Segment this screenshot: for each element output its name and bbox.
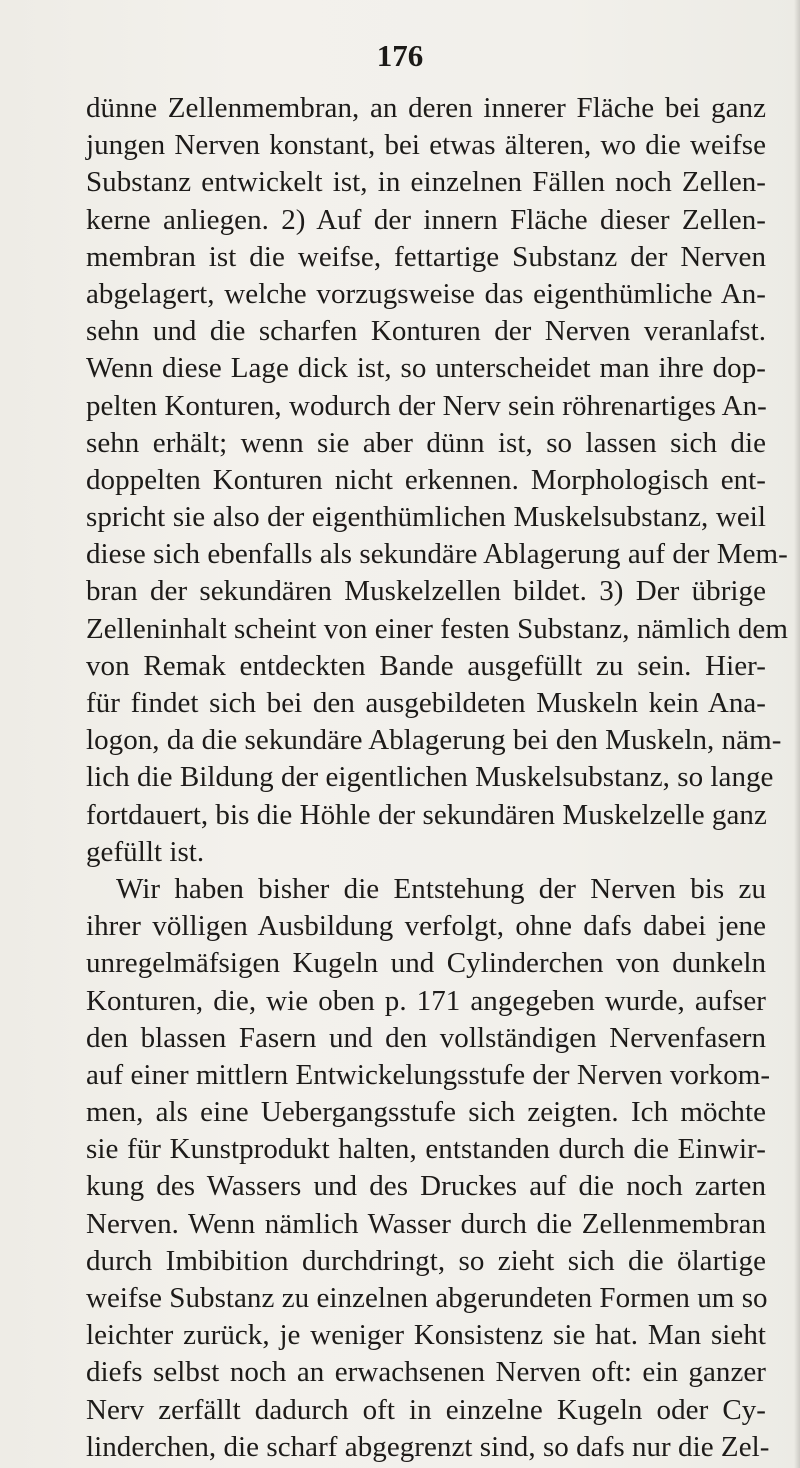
text-line: men, als eine Uebergangsstufe sich zeigten. Ich möchte (86, 1096, 766, 1129)
text-line: logon, da die sekundäre Ablagerung bei den Muskeln, näm- (86, 724, 782, 757)
text-line: Zelleninhalt scheint von einer festen Substanz, nämlich dem (86, 612, 788, 645)
text-line-paragraph-start: Wir haben bisher die Entstehung der Nerven bis zu (116, 872, 766, 905)
page-edge-shadow (794, 0, 800, 1468)
text-line: fortdauert, bis die Höhle der sekundären Muskelzelle ganz (86, 798, 767, 831)
text-line: Nerv zerfällt dadurch oft in einzelne Kugeln oder Cy- (86, 1393, 766, 1426)
text-line-paragraph-end: gefüllt ist. (86, 835, 205, 868)
text-line: kerne anliegen. 2) Auf der innern Fläche dieser Zellen- (86, 203, 766, 236)
text-line: diese sich ebenfalls als sekundäre Ablagerung auf der Mem- (86, 538, 788, 571)
text-line: lich die Bildung der eigentlichen Muskelsubstanz, so lange (86, 761, 774, 794)
text-line: auf einer mittlern Entwickelungsstufe der Nerven vorkom- (86, 1058, 771, 1091)
text-line: Nerven. Wenn nämlich Wasser durch die Zellenmembran (86, 1207, 766, 1240)
text-line: Substanz entwickelt ist, in einzelnen Fällen noch Zellen- (86, 166, 766, 199)
text-line: doppelten Konturen nicht erkennen. Morphologisch ent- (86, 463, 766, 496)
text-line: spricht sie also der eigenthümlichen Muskelsubstanz, weil (86, 501, 766, 534)
text-line: weifse Substanz zu einzelnen abgerundeten Formen um so (86, 1282, 768, 1314)
text-line: linderchen, die scharf abgegrenzt sind, so dafs nur die Zel- (86, 1430, 770, 1463)
text-line: Wenn diese Lage dick ist, so unterscheidet man ihre dop- (86, 352, 766, 385)
body-text (86, 90, 788, 1466)
text-line: abgelagert, welche vorzugsweise das eigenthümliche An- (86, 277, 766, 310)
text-line: durch Imbibition durchdringt, so zieht sich die ölartige (86, 1244, 766, 1277)
text-line: ihrer völligen Ausbildung verfolgt, ohne dafs dabei jene (86, 910, 766, 943)
text-line: Konturen, die, wie oben p. 171 angegeben wurde, aufser (86, 984, 766, 1017)
text-line: membran ist die weifse, fettartige Substanz der Nerven (86, 240, 766, 273)
text-line: für findet sich bei den ausgebildeten Muskeln kein Ana- (86, 687, 766, 719)
text-line: sehn und die scharfen Konturen der Nerven veranlafst. (86, 315, 766, 348)
text-line: jungen Nerven konstant, bei etwas älteren, wo die weifse (86, 129, 766, 162)
text-line: unregelmäfsigen Kugeln und Cylinderchen von dunkeln (86, 947, 766, 980)
text-line: dünne Zellenmembran, an deren innerer Fläche bei ganz (86, 92, 766, 124)
text-line: sehn erhält; wenn sie aber dünn ist, so lassen sich die (86, 426, 766, 459)
text-line: diefs selbst noch an erwachsenen Nerven oft: ein ganzer (86, 1356, 766, 1389)
text-line: pelten Konturen, wodurch der Nerv sein röhrenartiges An- (86, 389, 767, 422)
text-line: kung des Wassers und des Druckes auf die noch zarten (86, 1170, 766, 1203)
text-line: den blassen Fasern und den vollständigen Nervenfasern (86, 1021, 766, 1054)
text-line: leichter zurück, je weniger Konsistenz sie hat. Man sieht (86, 1319, 766, 1352)
page-number: 176 (376, 38, 424, 73)
text-line: sie für Kunstprodukt halten, entstanden durch die Einwir- (86, 1133, 766, 1166)
text-line: von Remak entdeckten Bande ausgefüllt zu sein. Hier- (86, 649, 766, 682)
text-line: bran der sekundären Muskelzellen bildet. 3) Der übrige (86, 575, 766, 608)
